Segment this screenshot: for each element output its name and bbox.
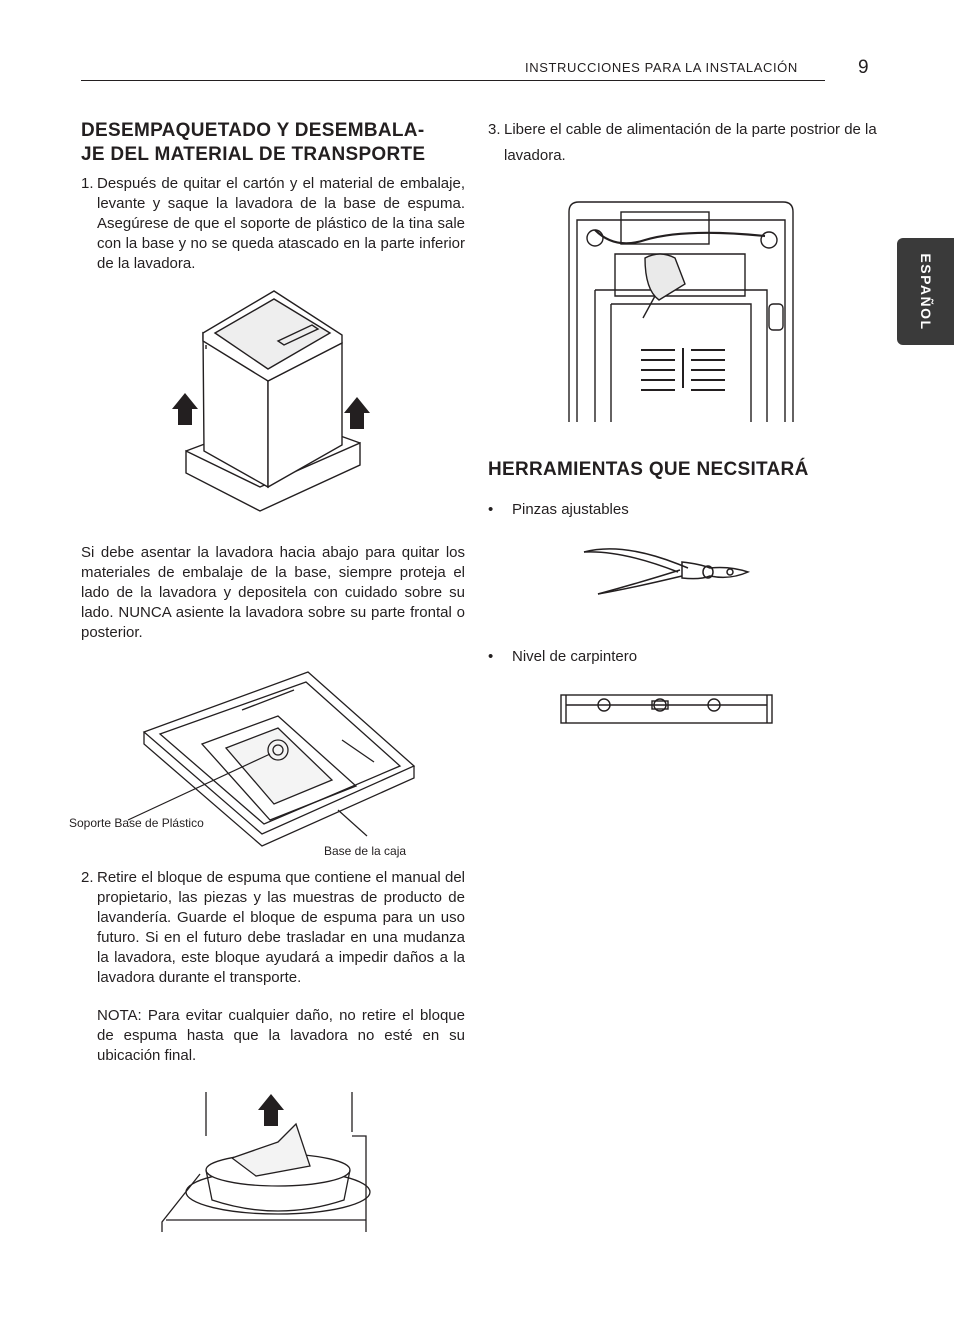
step-1-number: 1. <box>81 175 94 192</box>
language-tab-label: ESPAÑOL <box>917 252 934 331</box>
step-3 <box>488 117 878 169</box>
bullet-icon: • <box>488 501 494 518</box>
step-3-text: Libere el cable de alimentación de la parte postrior de la lavadora. <box>504 121 877 164</box>
callout-base-support: Soporte Base de Plástico <box>69 816 204 830</box>
section-heading-unpacking <box>81 119 425 167</box>
running-header: INSTRUCCIONES PARA LA INSTALACIÓN <box>525 60 798 75</box>
arrow-up-icon <box>344 397 370 429</box>
tools-heading: HERRAMIENTAS QUE NECSITARÁ <box>488 459 809 480</box>
arrow-up-icon <box>172 393 198 425</box>
step-1-text: Después de quitar el cartón y el material de embalaje, levante y saque la lavadora de la base de espuma. Asegúrese de que el soporte de plástico de la tina sale con la base y no se queda atascado en la parte inferior de la lavadora. <box>97 175 465 272</box>
page-number: 9 <box>858 57 869 78</box>
pliers-icon <box>582 542 752 598</box>
note-paragraph <box>97 1006 465 1066</box>
bullet-icon: • <box>488 648 494 665</box>
note-label: NOTA: <box>97 1007 142 1024</box>
heading-line-2: JE DEL MATERIAL DE TRANSPORTE <box>81 144 426 165</box>
washer-lift-illustration <box>170 285 370 515</box>
tool-label: Nivel de carpintero <box>512 648 638 665</box>
language-tab <box>897 238 954 345</box>
step-2-text: Retire el bloque de espuma que contiene el manual del propietario, las piezas y las muestras de producto de lavandería. Guarde el bloque de espuma para un uso futuro. Si en el futuro debe trasladar en una mudanza la lavadora, este bloque ayudará a impedir daños a la lavadora durante el transporte. <box>97 869 465 986</box>
carpenter-level-icon <box>560 693 773 725</box>
heading-line-1: DESEMPAQUETADO Y DESEMBALA- <box>81 120 425 141</box>
step-2 <box>81 868 465 988</box>
foam-block-removal-illustration <box>160 1092 370 1237</box>
power-cord-release-illustration <box>565 200 797 425</box>
note-text: Para evitar cualquier daño, no retire el bloque de espuma hasta que la lavadora no esté en su ubicación final. <box>97 1007 465 1064</box>
step-3-number: 3. <box>488 121 501 138</box>
step-1 <box>81 174 465 274</box>
tilt-warning-paragraph: Si debe asentar la lavadora hacia abajo para quitar los materiales de embalaje de la base, siempre proteja el lado de la lavadora y depositela con cuidado sobre su lado. NUNCA asiente la lavadora sobre su parte frontal o posterior. <box>81 544 465 641</box>
arrow-up-icon <box>258 1094 284 1126</box>
tool-label: Pinzas ajustables <box>512 501 629 518</box>
step-2-number: 2. <box>81 869 94 886</box>
header-rule <box>81 80 825 81</box>
callout-box-base: Base de la caja <box>324 844 407 858</box>
